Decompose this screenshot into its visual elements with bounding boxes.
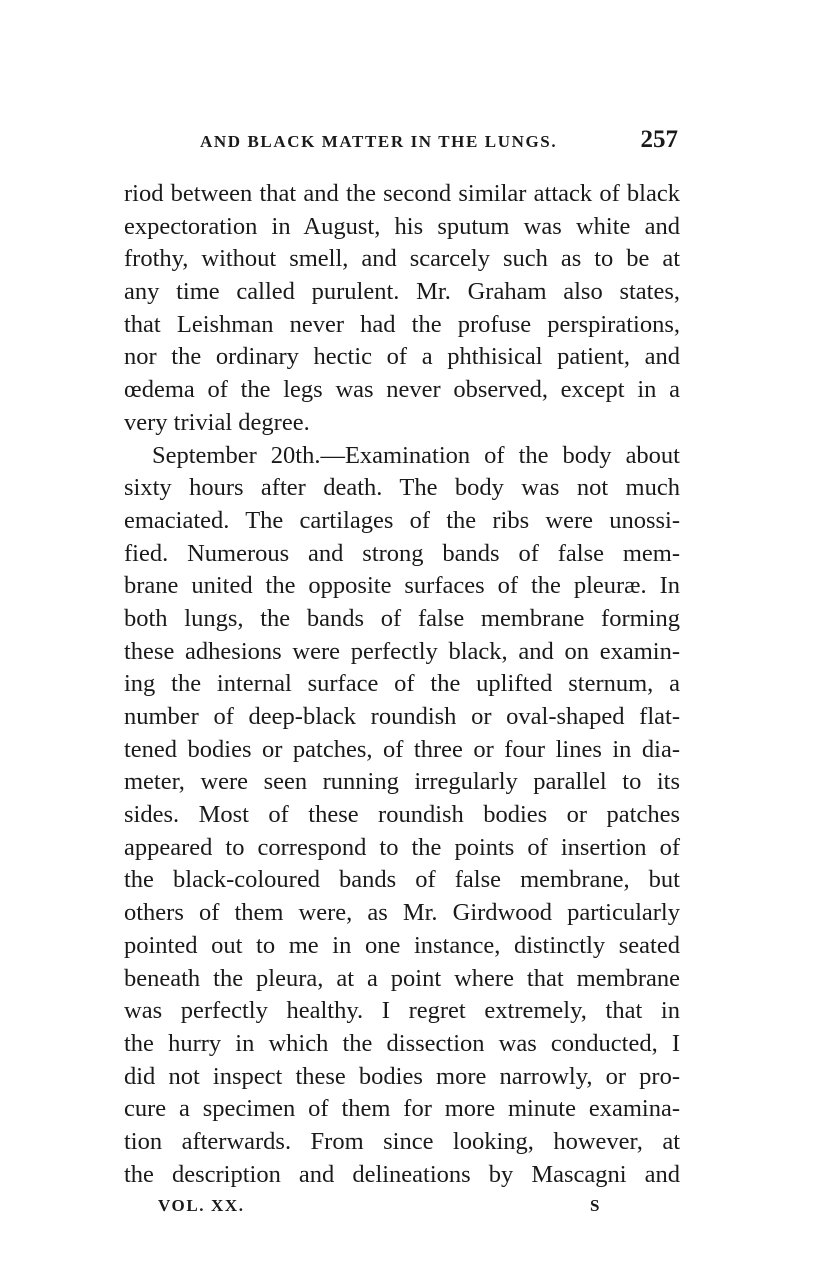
- text-line: cure a specimen of them for more minute examina-: [124, 1095, 680, 1123]
- text-line: others of them were, as Mr. Girdwood particularly: [124, 899, 680, 927]
- text-line: expectoration in August, his sputum was white and: [124, 212, 680, 240]
- text-line: beneath the pleura, at a point where that membrane: [124, 964, 680, 992]
- text-line: both lungs, the bands of false membrane forming: [124, 604, 680, 632]
- text-line: sixty hours after death. The body was not much: [124, 474, 680, 502]
- running-head: [124, 126, 680, 158]
- text-line: frothy, without smell, and scarcely such as to be at: [124, 245, 680, 273]
- text-line: very trivial degree.: [124, 408, 310, 436]
- page-footer: [124, 1196, 680, 1224]
- text-line: the description and delineations by Mascagni and: [124, 1160, 680, 1188]
- text-line: fied. Numerous and strong bands of false mem-: [124, 539, 680, 567]
- text-line: tion afterwards. From since looking, however, at: [124, 1127, 680, 1155]
- text-line: September 20th.—Examination of the body about: [152, 441, 680, 469]
- text-line: number of deep-black roundish or oval-shaped flat-: [124, 703, 680, 730]
- text-line: appeared to correspond to the points of insertion of: [124, 833, 680, 861]
- text-line: brane united the opposite surfaces of the pleuræ. In: [124, 572, 680, 600]
- text-line: œdema of the legs was never observed, except in a: [124, 376, 680, 404]
- text-line: pointed out to me in one instance, distinctly seated: [124, 931, 680, 959]
- body-text: [124, 178, 680, 1191]
- paragraph-examination: [124, 440, 680, 1192]
- page-number: 257: [640, 126, 678, 153]
- paragraph-continuation: [124, 178, 680, 440]
- running-title: AND BLACK MATTER IN THE LUNGS.: [200, 132, 558, 151]
- text-line: the black-coloured bands of false membrane, but: [124, 866, 680, 894]
- text-line: was perfectly healthy. I regret extremely, that in: [124, 997, 680, 1025]
- text-line: tened bodies or patches, of three or four lines in dia-: [124, 735, 680, 763]
- signature-mark: S: [590, 1196, 600, 1215]
- text-line: these adhesions were perfectly black, and on examin-: [124, 637, 680, 665]
- text-line: ing the internal surface of the uplifted sternum, a: [124, 670, 680, 698]
- text-line: sides. Most of these roundish bodies or patches: [124, 801, 680, 829]
- text-line: emaciated. The cartilages of the ribs were unossi-: [124, 506, 680, 534]
- text-line: riod between that and the second similar attack of black: [124, 180, 680, 207]
- text-line: that Leishman never had the profuse perspirations,: [124, 310, 680, 338]
- text-line: the hurry in which the dissection was conducted, I: [124, 1029, 680, 1057]
- volume-label: VOL. XX.: [158, 1196, 245, 1215]
- text-line: any time called purulent. Mr. Graham also states,: [124, 278, 680, 306]
- text-line: nor the ordinary hectic of a phthisical patient, and: [124, 343, 680, 371]
- text-line: meter, were seen running irregularly parallel to its: [124, 768, 680, 796]
- text-line: did not inspect these bodies more narrowly, or pro-: [124, 1062, 680, 1090]
